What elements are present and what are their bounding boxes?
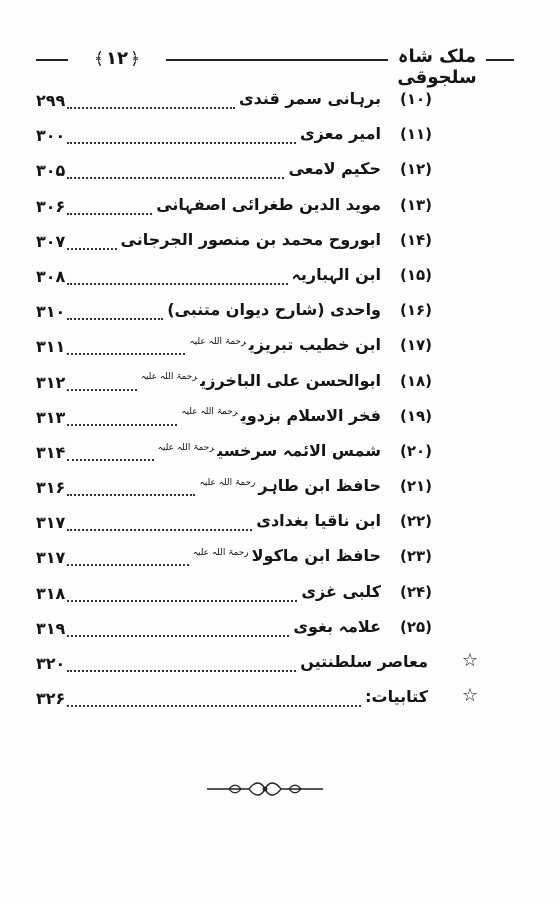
toc-entry-number: (۱۷) — [399, 336, 433, 355]
honorific-mark: رحمۃ اللہ علیہ — [189, 336, 246, 347]
toc-title — [298, 652, 430, 671]
header-rule-middle — [166, 59, 388, 61]
honorific-mark: رحمۃ اللہ علیہ — [157, 442, 215, 453]
toc-page-number: ۳۲۰ — [36, 654, 66, 673]
toc-title-text: حافظ ابن طاہر — [258, 476, 381, 496]
toc-entry-number: (۱۱) — [399, 125, 433, 144]
toc-title — [197, 476, 383, 495]
header-rule-left — [36, 59, 68, 61]
toc-entry — [0, 578, 557, 613]
toc-title-text: معاصر سلطنتیں — [300, 652, 428, 671]
toc-entry — [0, 85, 557, 120]
dot-leader — [67, 529, 252, 531]
running-title: ملک شاہ سلجوقی — [397, 46, 477, 88]
dot-leader — [67, 670, 296, 672]
toc-page-number: ۳۱۷ — [36, 513, 66, 533]
dot-leader — [67, 283, 287, 285]
toc-title-text: کلبی غزی — [301, 581, 381, 601]
toc-title — [286, 159, 383, 178]
toc-entry — [0, 648, 557, 683]
honorific-mark: رحمۃ اللہ علیہ — [199, 477, 256, 488]
honorific-mark: رحمۃ اللہ علیہ — [140, 372, 198, 383]
toc-title — [298, 124, 383, 143]
toc-page-number: ۳۱۹ — [36, 618, 66, 638]
toc-entry — [0, 613, 557, 648]
toc-page-number: ۲۹۹ — [36, 91, 66, 110]
toc-entry-number: (۲۳) — [399, 547, 433, 566]
toc-entry-number: (۱۲) — [399, 160, 433, 179]
dot-leader — [67, 705, 361, 707]
toc-page-number: ۳۱۶ — [36, 478, 66, 498]
toc-entry-number: (۲۱) — [399, 477, 433, 496]
toc-title — [179, 406, 383, 425]
toc-page-number: ۳۱۱ — [36, 337, 66, 357]
toc-entry — [0, 331, 557, 366]
toc-entry — [0, 261, 557, 296]
toc-entry-number: (۲۰) — [399, 441, 433, 460]
toc-title — [187, 335, 383, 354]
star-bullet-icon: ☆ — [461, 685, 479, 707]
toc-title-text: ابن خطیب تبریزی — [248, 335, 381, 355]
dot-leader — [67, 142, 296, 144]
toc-page-number: ۳۰۶ — [36, 196, 66, 216]
page-number-box — [76, 45, 158, 71]
page-number: ۱۲ — [106, 47, 128, 69]
toc-entry — [0, 367, 557, 402]
toc-entry — [0, 542, 557, 577]
toc-entry — [0, 402, 557, 437]
toc-title-text: برہانی سمر قندی — [238, 89, 381, 108]
toc-title — [299, 582, 383, 601]
toc-title-text: ابن ناقیا بغدادی — [256, 511, 381, 531]
dot-leader — [67, 424, 177, 426]
honorific-mark: رحمۃ اللہ علیہ — [181, 407, 238, 418]
toc-title — [237, 89, 383, 108]
dot-leader — [67, 107, 235, 109]
toc-title — [290, 265, 383, 284]
toc-title — [191, 546, 383, 565]
toc-title — [156, 441, 383, 460]
toc-entry-number: (۲۵) — [399, 617, 433, 636]
toc-page-number: ۳۱۷ — [36, 548, 66, 568]
toc-page-number: ۳۱۰ — [36, 302, 66, 322]
toc-title-text: کتابیات: — [365, 687, 428, 707]
honorific-mark: رحمۃ اللہ علیہ — [192, 548, 249, 559]
toc-entry-number: (۱۶) — [399, 301, 433, 320]
running-header — [36, 44, 514, 88]
toc-title — [165, 300, 383, 319]
dot-leader — [67, 318, 163, 320]
toc-title — [363, 687, 430, 706]
toc-title-text: ابن الہباریہ — [291, 264, 381, 284]
toc-entry-number: (۱۵) — [399, 265, 433, 284]
dot-leader — [67, 248, 116, 250]
toc-title-text: امیر معزی — [300, 124, 381, 144]
toc-entry — [0, 507, 557, 542]
toc-page-number: ۳۰۷ — [36, 231, 66, 251]
toc-page-number: ۳۲۶ — [36, 689, 66, 709]
dot-leader — [67, 494, 195, 496]
toc-title — [254, 511, 383, 530]
toc-entry — [0, 296, 557, 331]
toc-entry-number: (۱۰) — [399, 90, 433, 108]
toc-title-text: حکیم لامعی — [288, 159, 381, 179]
toc-title — [154, 195, 383, 214]
toc-page-number: ۳۰۰ — [36, 126, 66, 146]
dot-leader — [67, 600, 297, 602]
toc-title-text: علامہ بغوی — [293, 616, 381, 636]
toc-title — [139, 371, 383, 390]
toc-page-number: ۳۱۴ — [36, 442, 66, 462]
dot-leader — [67, 564, 188, 566]
dot-leader — [67, 459, 153, 461]
toc-title-text: فخر الاسلام بزدوی — [240, 405, 381, 425]
toc-title — [119, 230, 383, 249]
toc-page-number: ۳۱۸ — [36, 583, 66, 603]
toc-entry — [0, 155, 557, 190]
dot-leader — [67, 213, 152, 215]
toc-entry — [0, 191, 557, 226]
toc-entry-number: (۲۲) — [399, 512, 433, 531]
bottom-ornament-icon — [205, 778, 325, 800]
toc-page-number: ۳۰۸ — [36, 266, 66, 286]
toc-entry — [0, 120, 557, 155]
toc-entry — [0, 683, 557, 718]
ornament-right-icon: ﴿ — [129, 48, 140, 69]
toc-entry — [0, 472, 557, 507]
toc-page-number: ۳۱۳ — [36, 407, 66, 427]
toc-title-text: حافظ ابن ماکولا — [251, 546, 381, 566]
dot-leader — [67, 389, 136, 391]
dot-leader — [67, 353, 185, 355]
dot-leader — [67, 177, 284, 179]
star-bullet-icon: ☆ — [461, 650, 479, 671]
ornament-left-icon: ﴾ — [94, 48, 104, 69]
toc-page-number: ۳۱۲ — [36, 372, 66, 392]
toc-title-text: ابوروح محمد بن منصور الجرجانی — [120, 229, 381, 249]
table-of-contents — [0, 85, 557, 718]
toc-page-number: ۳۰۵ — [36, 161, 66, 181]
toc-entry — [0, 226, 557, 261]
toc-entry-number: (۱۴) — [399, 230, 433, 249]
dot-leader — [67, 635, 289, 637]
toc-title-text: ابوالحسن علی الباخرزی — [200, 370, 381, 390]
toc-entry-number: (۱۸) — [399, 371, 433, 390]
header-rule-right — [486, 59, 514, 61]
toc-entry — [0, 437, 557, 472]
toc-entry-number: (۲۴) — [399, 582, 433, 601]
toc-title — [291, 617, 383, 636]
toc-entry-number: (۱۳) — [399, 195, 433, 214]
toc-title-text: شمس الائمہ سرخسی — [217, 440, 381, 460]
toc-title-text: موید الدین طغرائی اصفہانی — [156, 194, 381, 214]
toc-title-text: واحدی (شارح دیوان متنبی) — [167, 300, 381, 320]
toc-entry-number: (۱۹) — [399, 406, 433, 425]
